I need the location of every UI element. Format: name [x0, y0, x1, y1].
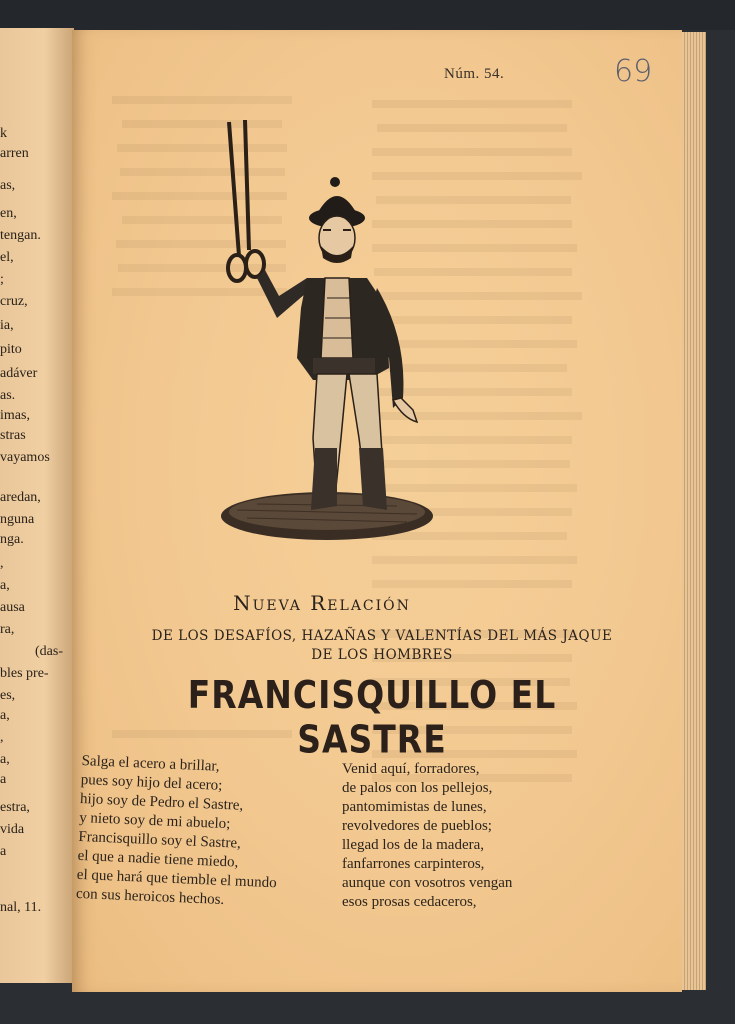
left-page-fragment: as, [0, 178, 16, 193]
left-page-fragment: nguna [0, 512, 35, 527]
left-page-fragment: bles pre- [0, 666, 49, 681]
handwritten-folio: 69 [614, 54, 653, 89]
left-page-fragment: cruz, [0, 294, 28, 309]
left-page-fragment: a [0, 772, 7, 787]
left-page-fragment: a, [0, 752, 10, 767]
left-page-fragment: ia, [0, 318, 14, 333]
verse-line: Francisquillo soy el Sastre, [78, 828, 242, 852]
verse-line: fanfarrones carpinteros, [342, 856, 485, 872]
verse-line: el que hará que tiemble el mundo [76, 866, 277, 892]
left-page-fragment: ra, [0, 622, 15, 637]
left-page-fragment: stras [0, 428, 26, 443]
left-page-fragment: a, [0, 578, 10, 593]
subtitle-line-2: DE LOS HOMBRES [311, 647, 453, 663]
left-page-fragment: imas, [0, 408, 30, 423]
left-page-fragment: es, [0, 688, 16, 703]
left-page-fragment: nal, 11. [0, 900, 42, 915]
left-page-fragment: el, [0, 250, 14, 265]
left-page-fragment: vida [0, 822, 25, 837]
left-page [0, 28, 74, 983]
verse-line: aunque con vosotros vengan [342, 875, 513, 891]
left-page-fragment: arren [0, 146, 29, 161]
left-page-fragment: tengan. [0, 228, 41, 243]
verse-line: el que a nadie tiene miedo, [77, 847, 239, 871]
left-page-fragment: aredan, [0, 490, 41, 505]
left-page-fragment: as. [0, 388, 16, 403]
verse-column-right [342, 760, 582, 912]
left-page-fragment: , [0, 556, 4, 571]
left-page-fragment: estra, [0, 800, 30, 815]
tailor-woodcut-illustration [217, 118, 447, 548]
left-page-fragment: a, [0, 708, 10, 723]
scissors-icon [228, 120, 264, 281]
left-page-fragment: k [0, 126, 7, 141]
verse-line: y nieto soy de mi abuelo; [78, 809, 231, 833]
verse-line: con sus heroicos hechos. [75, 885, 225, 909]
main-title: FRANCISQUILLO EL SASTRE [187, 672, 557, 762]
heading-nueva-relacion: Nueva Relación [233, 591, 411, 615]
left-page-fragment: nga. [0, 532, 24, 547]
left-page-fragment: en, [0, 206, 17, 221]
verse-line: de palos con los pellejos, [342, 780, 493, 796]
left-page-fragment: adáver [0, 366, 38, 381]
issue-number: Núm. 54. [444, 66, 505, 82]
verse-line: llegad los de la madera, [342, 837, 485, 853]
left-page-fragment: , [0, 730, 4, 745]
verse-column-left [76, 752, 322, 914]
left-page-fragment: a [0, 844, 7, 859]
verse-line: hijo soy de Pedro el Sastre, [79, 790, 244, 814]
left-page-fragment: pito [0, 342, 22, 357]
verse-line: Venid aquí, forradores, [342, 761, 480, 777]
verse-line: revolvedores de pueblos; [342, 818, 492, 834]
subtitle-line-1: DE LOS DESAFÍOS, HAZAÑAS Y VALENTÍAS DEL MÁS JAQUE [151, 628, 613, 644]
verse-line: pantomimistas de lunes, [342, 799, 487, 815]
left-page-fragment: ; [0, 272, 4, 287]
verse-line: Salga el acero a brillar, [81, 752, 220, 775]
right-page [72, 30, 682, 992]
left-page-fragment: ausa [0, 600, 25, 615]
left-page-fragment: (das- [35, 644, 63, 659]
left-page-fragment: vayamos [0, 450, 50, 465]
scan-backdrop [0, 0, 735, 30]
verse-line: pues soy hijo del acero; [80, 771, 223, 794]
heading-subtitle [122, 627, 642, 665]
verse-line: esos prosas cedaceros, [342, 894, 477, 910]
